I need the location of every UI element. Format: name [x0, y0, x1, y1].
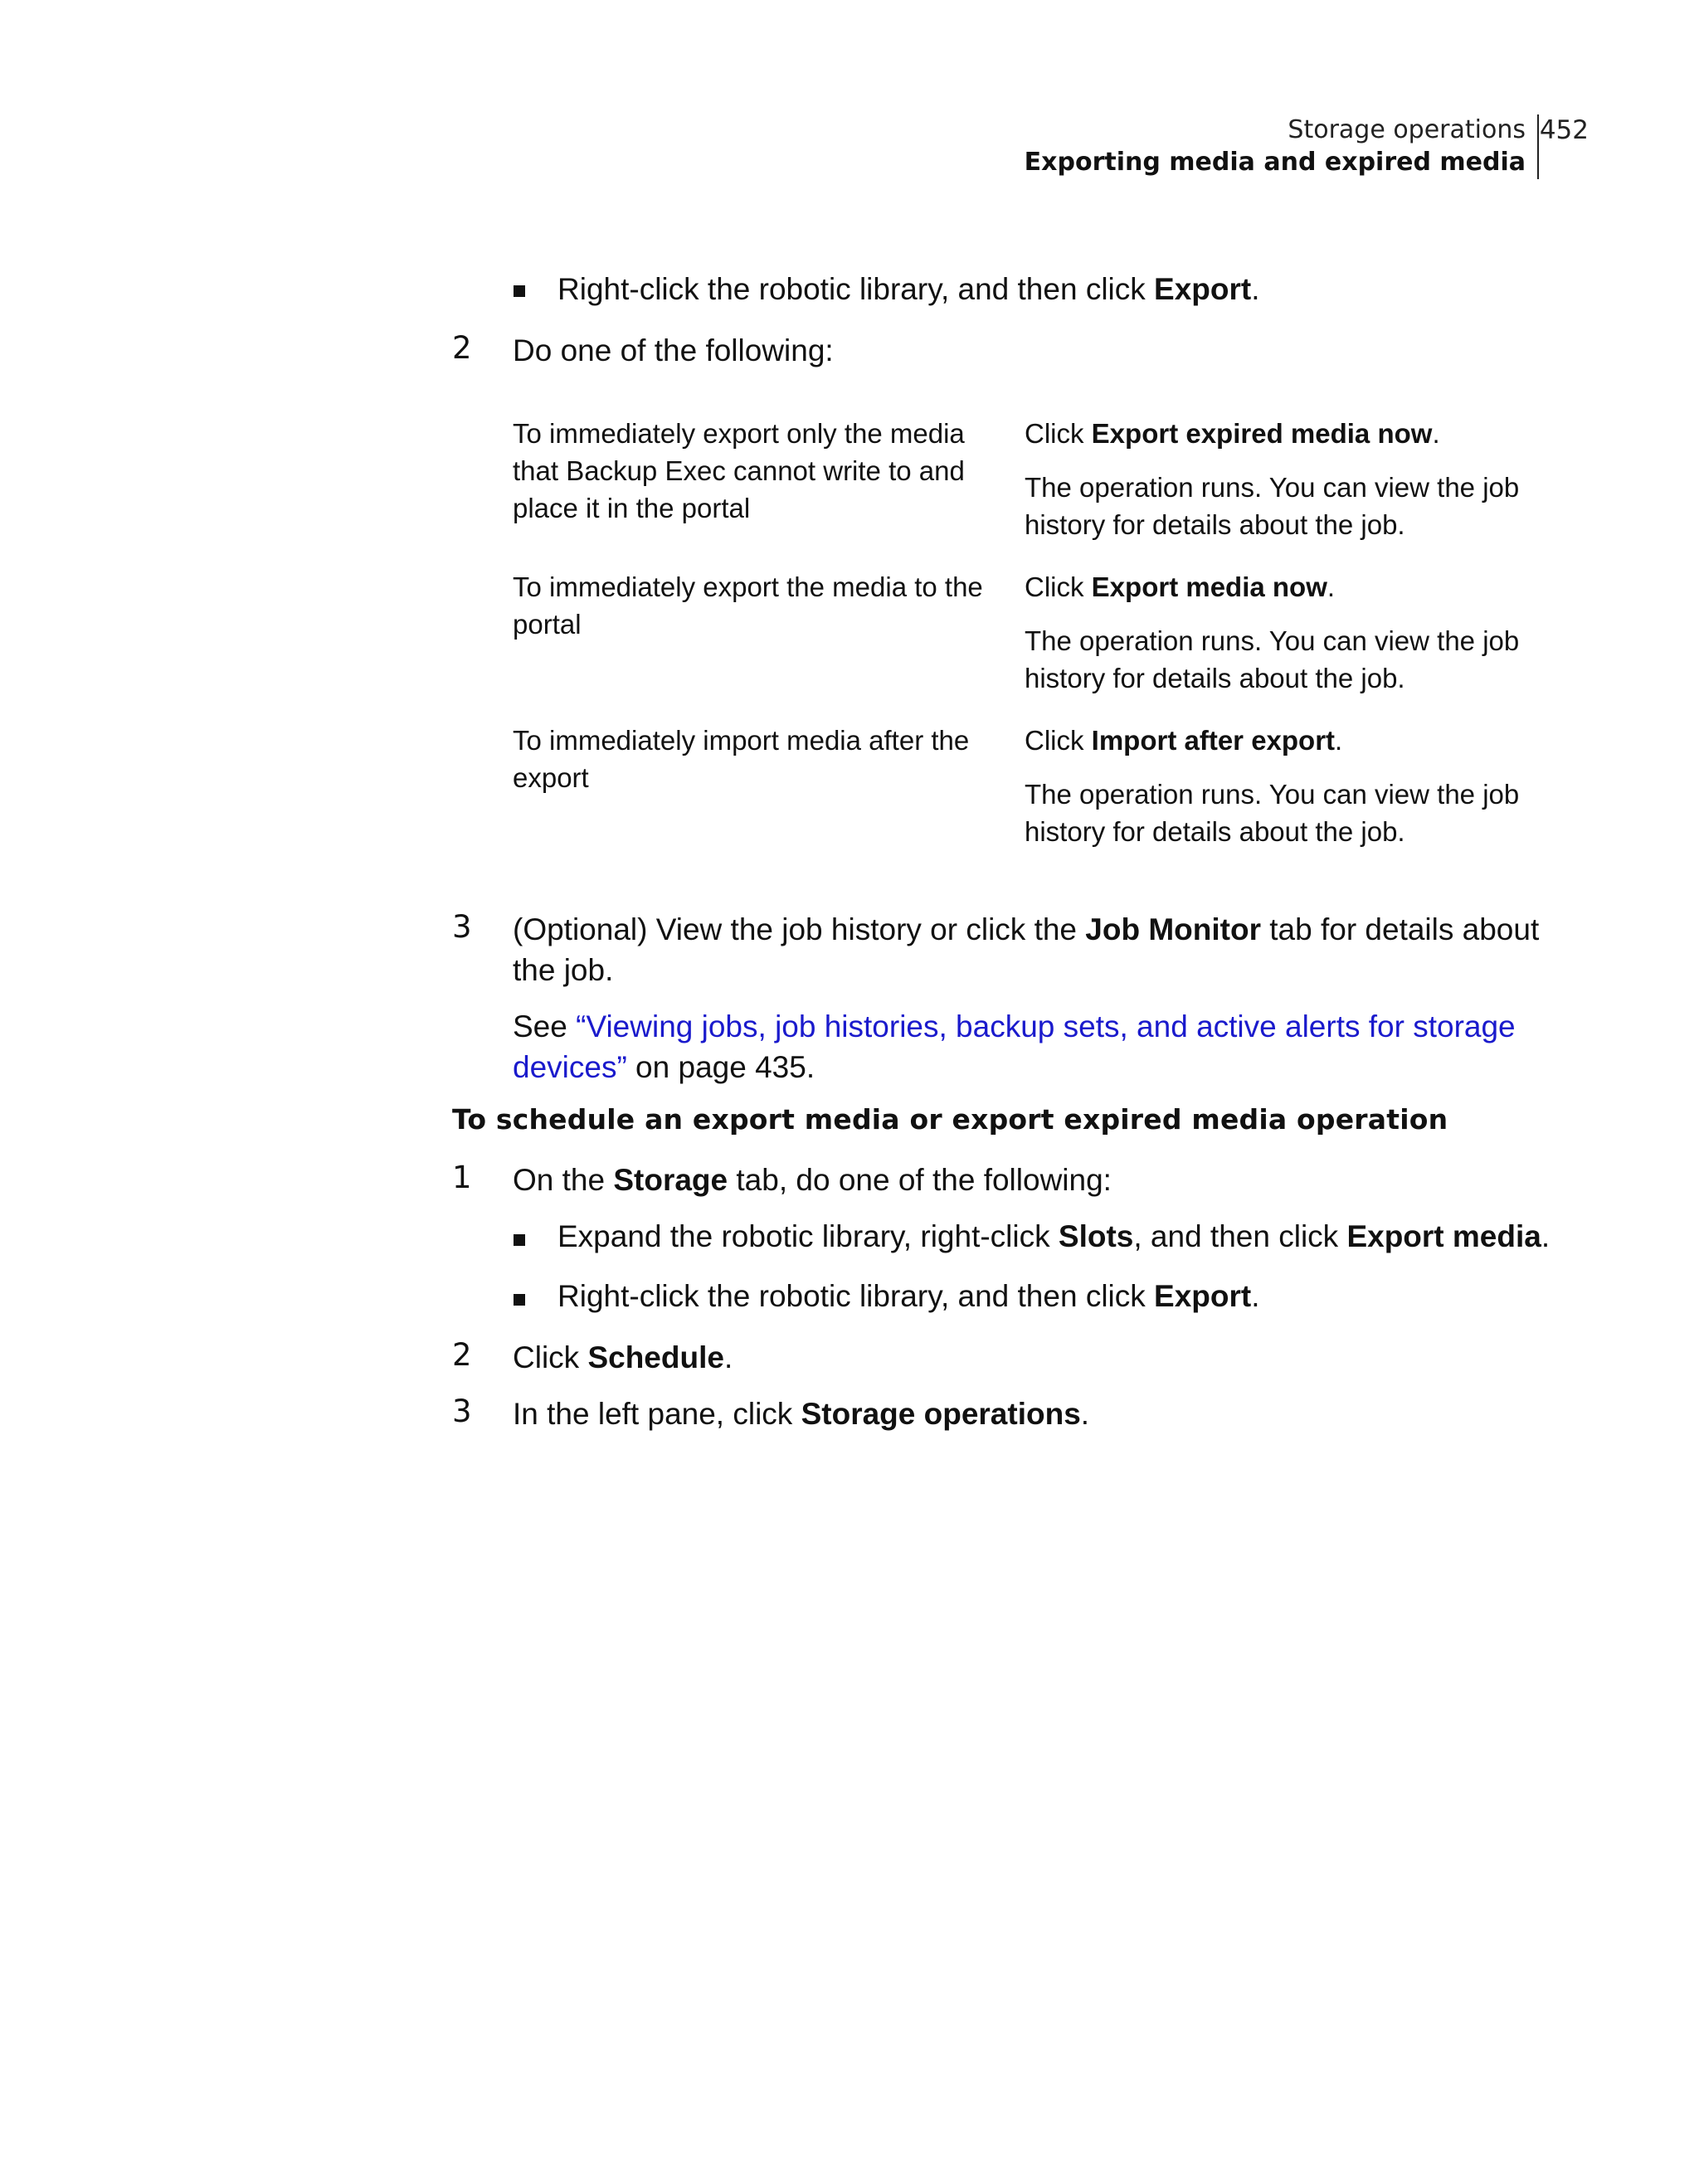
bullet-text-end: . [1541, 1219, 1551, 1253]
bullet-text: Right-click the robotic library, and then click [557, 1279, 1155, 1313]
ui-term-job-monitor: Job Monitor [1085, 912, 1261, 946]
cross-reference [513, 1006, 1550, 1087]
bullet-expand-library [557, 1216, 1550, 1257]
ui-term-export: Export [1154, 1279, 1252, 1313]
action-text-end: . [1335, 725, 1343, 756]
step-text-part: In the left pane, click [513, 1397, 801, 1431]
action-text-end: . [1432, 418, 1440, 449]
step-number: 2 [452, 330, 472, 366]
step-text-part: (Optional) View the job history or click the [513, 912, 1086, 946]
option-condition: To immediately import media after the export [513, 725, 970, 793]
ui-term-storage: Storage [613, 1163, 728, 1197]
option-result: The operation runs. You can view the job history for details about the job. [1025, 625, 1520, 693]
step-number: 3 [452, 909, 472, 945]
option-condition: To immediately export the media to the portal [513, 572, 983, 640]
ui-term-export-expired-media-now: Export expired media now [1091, 418, 1433, 449]
step-text [513, 909, 1550, 990]
see-page-text: on page 435. [626, 1050, 815, 1084]
ui-term-schedule: Schedule [587, 1340, 724, 1374]
running-header [1024, 114, 1589, 179]
header-section-title: Storage operations [1025, 114, 1539, 146]
action-text-end: . [1327, 572, 1336, 602]
step-text: Do one of the following: [513, 333, 834, 367]
ui-term-slots: Slots [1058, 1219, 1134, 1253]
bullet-text-end: . [1251, 1279, 1260, 1313]
ui-term-export-media-now: Export media now [1091, 572, 1327, 602]
page-number: 452 [1539, 115, 1589, 145]
see-text: See [513, 1009, 577, 1043]
bullet-text: Expand the robotic library, right-click [557, 1219, 1059, 1253]
bullet-text: , and then click [1133, 1219, 1347, 1253]
action-text: Click [1025, 418, 1092, 449]
bullet-right-click-export [557, 1276, 1260, 1316]
ui-term-export: Export [1154, 272, 1252, 306]
option-action [1025, 568, 1539, 606]
option-result: The operation runs. You can view the job history for details about the job. [1025, 472, 1520, 540]
step-text-part: tab, do one of the following: [728, 1163, 1112, 1197]
step-text [513, 1394, 1089, 1434]
bullet-text-end: . [1251, 272, 1260, 306]
step-number: 3 [452, 1394, 472, 1429]
option-action [1025, 722, 1539, 759]
step-text-part: . [723, 1340, 733, 1374]
bullet-marker [514, 1234, 525, 1246]
ui-term-storage-operations: Storage operations [801, 1397, 1081, 1431]
bullet-marker [514, 1294, 525, 1306]
step-text [513, 1160, 1112, 1200]
header-topic-title: Exporting media and expired media [1025, 146, 1539, 179]
cross-reference-link[interactable]: “Viewing jobs, job histories, backup sets, and active alerts for storage devices” [513, 1009, 1516, 1084]
option-condition: To immediately export only the media that Backup Exec cannot write to and place it in the portal [513, 418, 965, 523]
ui-term-import-after-export: Import after export [1091, 725, 1336, 756]
bullet-text: Right-click the robotic library, and then click [557, 272, 1155, 306]
ui-term-export-media: Export media [1346, 1219, 1541, 1253]
action-text: Click [1025, 572, 1092, 602]
step-text [513, 1337, 733, 1378]
step-text-part: . [1080, 1397, 1090, 1431]
action-text: Click [1025, 725, 1092, 756]
step-number: 2 [452, 1337, 472, 1373]
option-action [1025, 415, 1539, 452]
step-number: 1 [452, 1160, 472, 1195]
option-result: The operation runs. You can view the job history for details about the job. [1025, 779, 1520, 847]
procedure-heading: To schedule an export media or export expired media operation [452, 1103, 1448, 1136]
bullet-right-click-export [557, 269, 1260, 309]
step-text-part: Click [513, 1340, 588, 1374]
bullet-marker [514, 285, 525, 297]
step-text-part: tab for details about the job. [513, 912, 1540, 987]
step-text-part: On the [513, 1163, 614, 1197]
